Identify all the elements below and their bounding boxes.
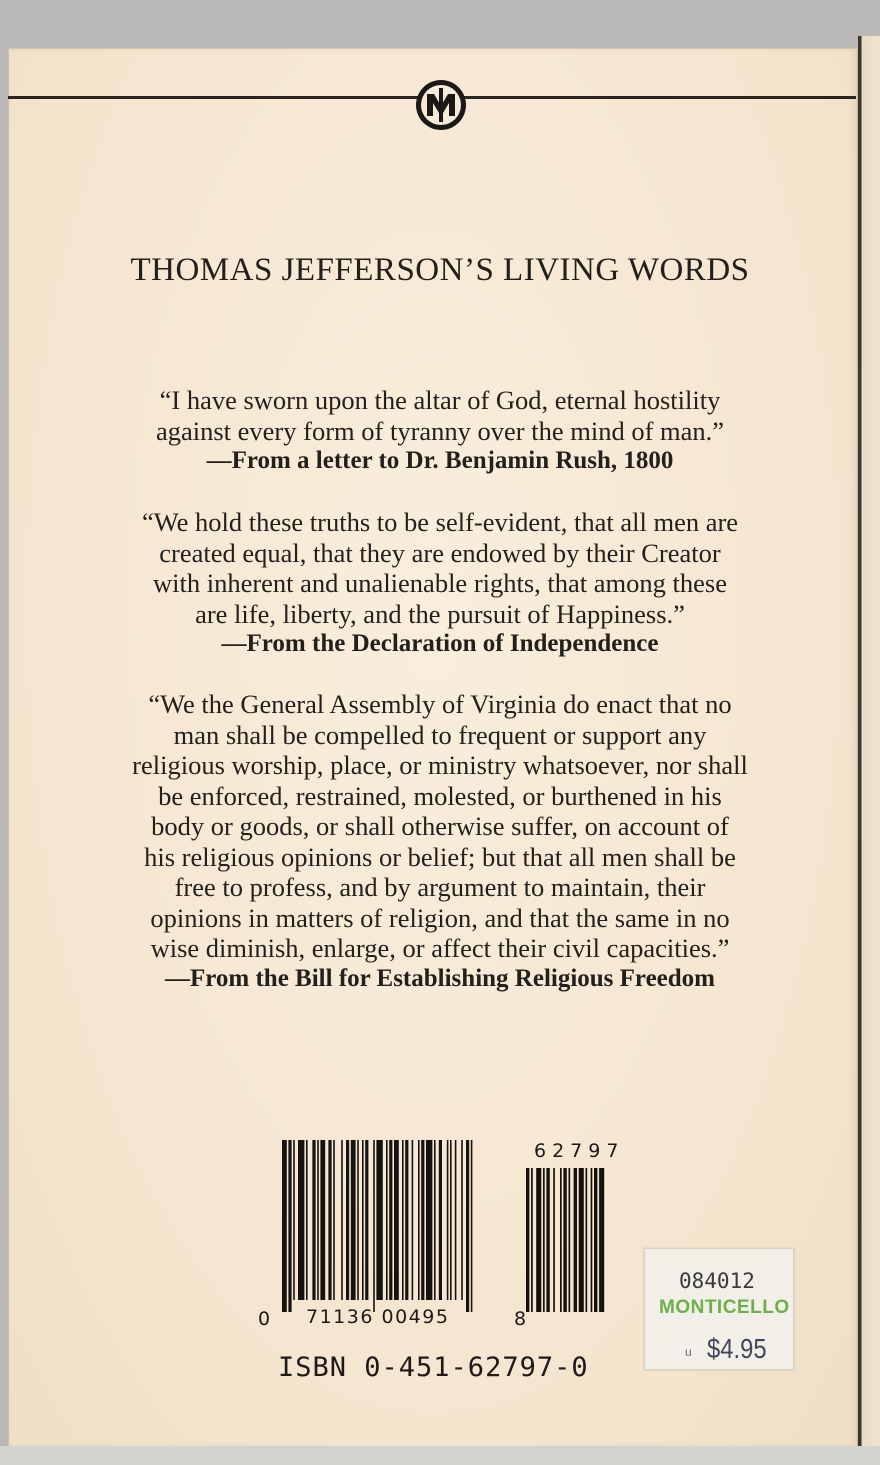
barcode-addon-bar xyxy=(560,1168,562,1312)
barcode-addon-bar xyxy=(546,1168,549,1312)
barcode-digits: 71136 00495 xyxy=(306,1306,450,1328)
quote-line: opinions in matters of religion, and that the same in no xyxy=(150,902,730,933)
book-title: THOMAS JEFFERSON’S LIVING WORDS xyxy=(130,252,750,288)
quote-line: wise diminish, enlarge, or affect their civil capacities.” xyxy=(150,933,730,963)
barcode-bar xyxy=(447,1140,449,1300)
barcode-bar xyxy=(282,1140,287,1312)
barcode-bar xyxy=(402,1140,404,1300)
quote-line: body or goods, or shall otherwise suffer, on account of xyxy=(151,811,729,841)
barcode-bar xyxy=(466,1140,469,1312)
barcode-bar xyxy=(317,1140,319,1300)
barcode-addon-bar xyxy=(563,1168,566,1312)
barcode-addon-bar xyxy=(543,1168,545,1312)
barcode-addon-bar xyxy=(594,1168,597,1312)
quote-line: his religious opinions or belief; but that all men shall be xyxy=(144,841,736,872)
barcode-bar xyxy=(461,1140,463,1300)
quote-line: are life, liberty, and the pursuit of Happiness.” xyxy=(195,598,685,629)
barcode-bar xyxy=(312,1140,315,1300)
barcode-bar xyxy=(357,1140,359,1300)
barcode-bar xyxy=(365,1140,368,1300)
barcode-bar xyxy=(471,1140,473,1312)
barcode-addon-bar xyxy=(579,1168,584,1312)
barcode-bar xyxy=(362,1140,364,1300)
barcode-bar xyxy=(328,1140,331,1300)
barcode-addon-bar xyxy=(536,1168,541,1312)
barcode-bar xyxy=(288,1140,291,1312)
quote-block-2 xyxy=(80,507,800,660)
publisher-logo-icon xyxy=(414,78,468,132)
barcode-addon-bar xyxy=(553,1168,555,1312)
barcode-bar xyxy=(421,1140,424,1300)
barcode-bar xyxy=(450,1140,452,1300)
quote-line: created equal, that they are endowed by their Creator xyxy=(159,537,721,568)
barcode-addon-bar xyxy=(526,1168,529,1312)
barcode-lead-digit: 0 xyxy=(258,1308,271,1330)
sticker-code: 084012 xyxy=(679,1269,755,1293)
quote-line: be enforced, restrained, molested, or burthened in his xyxy=(158,780,722,811)
adjacent-book-edge xyxy=(858,36,880,1446)
barcode-bar xyxy=(412,1140,414,1300)
barcode-bar xyxy=(333,1140,335,1300)
background-surface xyxy=(0,1446,880,1465)
barcode-addon-bar xyxy=(599,1168,604,1312)
isbn-label: ISBN 0-451-62797-0 xyxy=(278,1352,589,1383)
barcode-bar xyxy=(455,1140,457,1300)
barcode-bar xyxy=(298,1140,304,1300)
sticker-mark: u xyxy=(685,1345,692,1359)
barcode-bar xyxy=(373,1140,375,1312)
barcode-bar xyxy=(293,1140,295,1300)
barcode-bar xyxy=(434,1140,436,1300)
quote-line: “We the General Assembly of Virginia do enact that no xyxy=(148,689,732,719)
quote-block-1 xyxy=(80,385,800,477)
quote-attribution: —From the Bill for Establishing Religious Freedom xyxy=(164,964,715,992)
barcode-bar xyxy=(439,1140,442,1300)
barcode-addon-bar xyxy=(586,1168,588,1312)
quote-line: religious worship, place, or ministry whatsoever, nor shall xyxy=(132,750,748,780)
quote-line: free to profess, and by argument to maintain, their xyxy=(174,872,706,902)
barcode-addon-bar xyxy=(574,1168,577,1312)
barcode-bar xyxy=(341,1140,343,1300)
barcode-check-digit: 8 xyxy=(514,1308,527,1330)
quote-line: against every form of tyranny over the mind of man.” xyxy=(155,415,725,446)
barcode-addon-bar xyxy=(591,1168,593,1312)
barcode-bar xyxy=(389,1140,392,1300)
barcode-bar xyxy=(405,1140,408,1300)
quote-block-3 xyxy=(80,689,800,994)
quote-attribution: —From a letter to Dr. Benjamin Rush, 1800 xyxy=(206,447,674,474)
quote-line: “We hold these truths to be self-evident, that all men are xyxy=(141,507,739,537)
barcode-bar xyxy=(426,1140,432,1300)
quote-line: “I have sworn upon the altar of God, eternal hostility xyxy=(159,385,721,415)
barcode-bar xyxy=(394,1140,399,1300)
barcode-addon-digits: 62797 xyxy=(534,1140,625,1162)
sticker-store-name: MONTICELLO xyxy=(659,1297,790,1318)
barcode-bar xyxy=(346,1140,349,1300)
barcode-bar xyxy=(386,1140,388,1300)
quote-attribution: —From the Declaration of Independence xyxy=(221,630,659,657)
barcode-bar xyxy=(376,1140,382,1300)
sticker-price: $4.95 xyxy=(707,1333,767,1364)
barcode xyxy=(282,1140,642,1330)
barcode-addon-bar xyxy=(569,1168,571,1312)
quote-line: man shall be compelled to frequent or support any xyxy=(173,719,707,750)
quote-line: with inherent and unalienable rights, that among these xyxy=(152,568,727,598)
barcode-bar xyxy=(351,1140,356,1300)
barcode-bar xyxy=(306,1140,308,1300)
barcode-bar xyxy=(320,1140,325,1300)
barcode-bar xyxy=(418,1140,420,1300)
barcode-addon-bar xyxy=(531,1168,533,1312)
price-sticker xyxy=(644,1248,794,1370)
